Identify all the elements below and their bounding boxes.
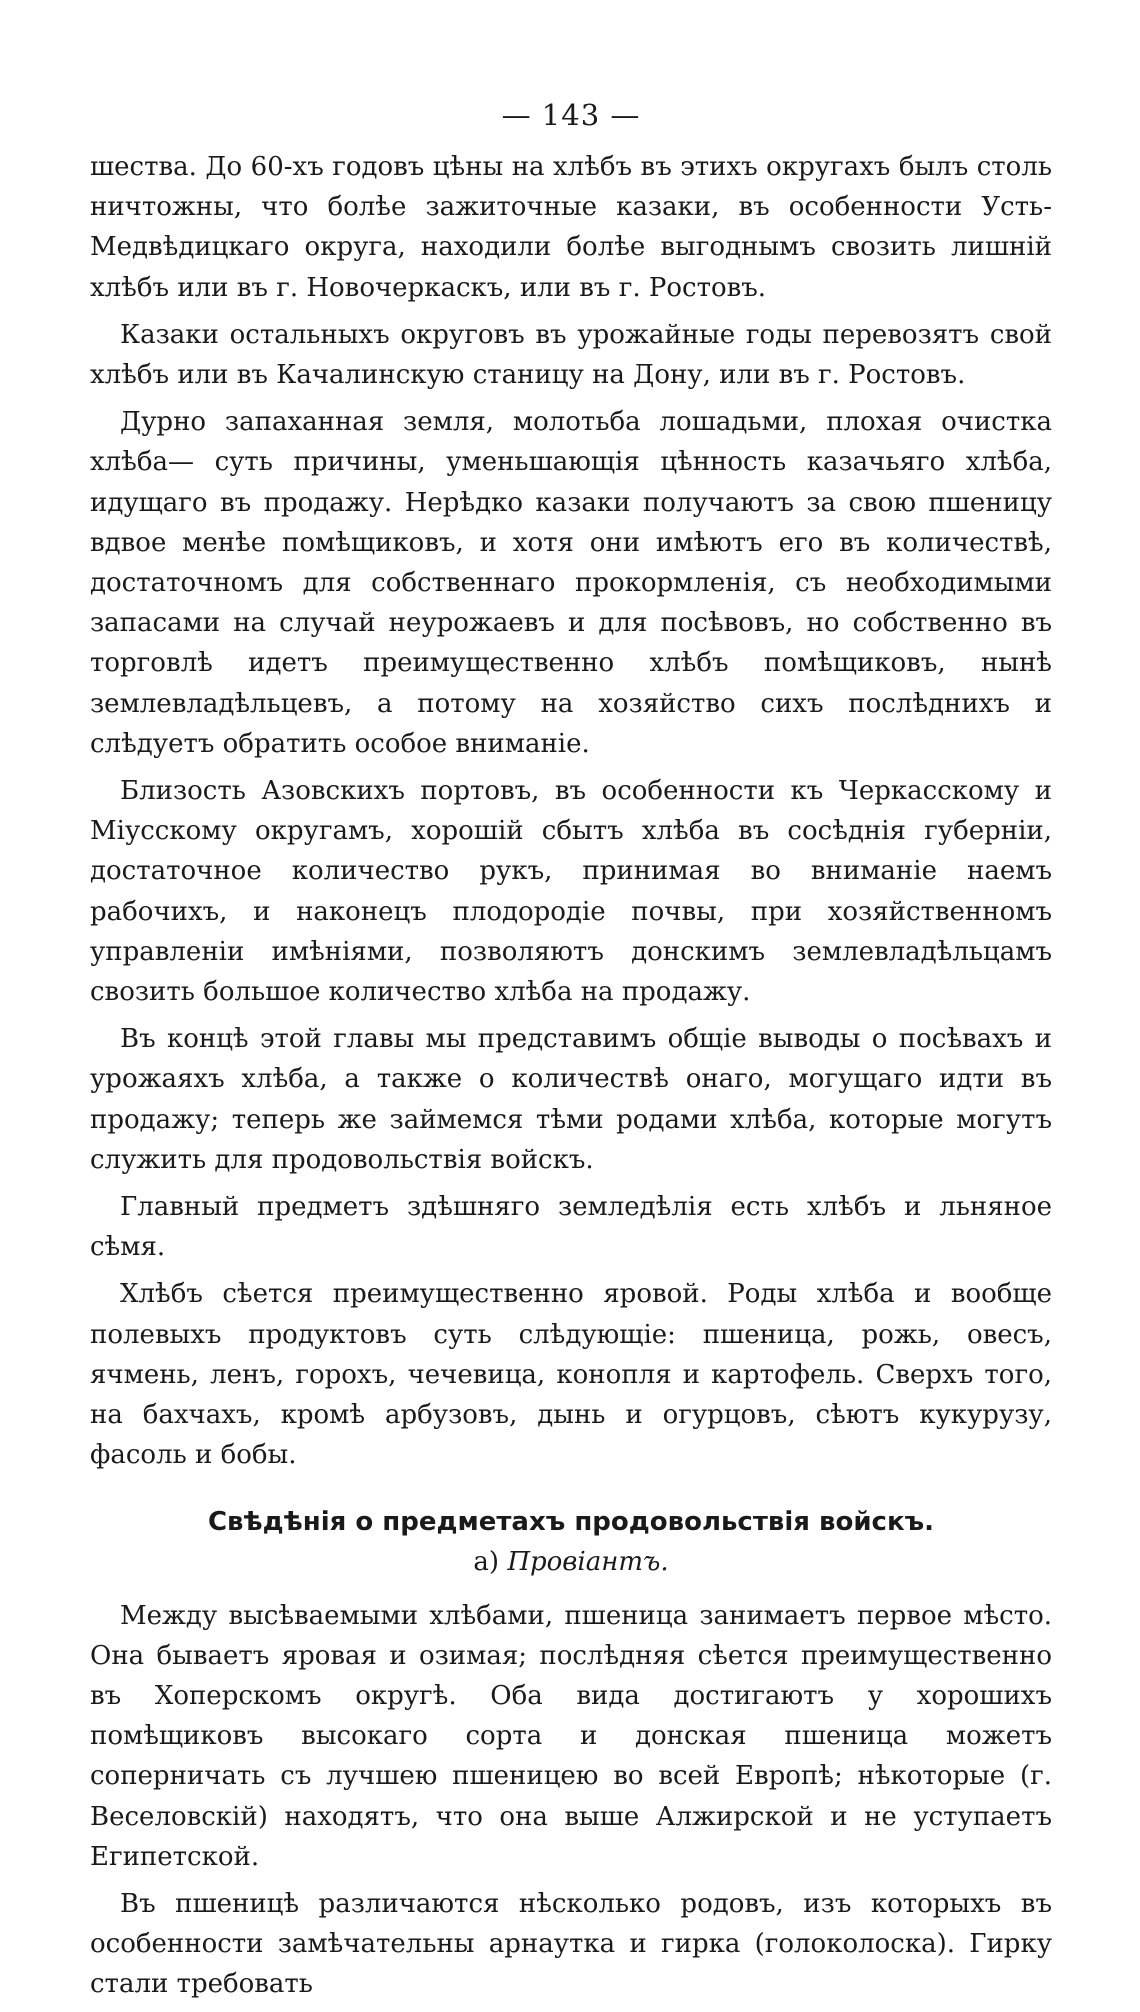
paragraph-continuation: шества. До 60-хъ годовъ цѣны на хлѣбъ въ этихъ округахъ былъ столь ничтожны, что болѣе зажиточные казаки, въ особенности Усть-Медвѣдицкаго округа, находили болѣе выгоднымъ свозить лишній хлѣбъ или въ г. Новочеркаскъ, или въ г. Ростовъ. — [90, 152, 1052, 303]
paragraph: Въ концѣ этой главы мы представимъ общіе выводы о посѣвахъ и урожаяхъ хлѣба, а также о количествѣ онаго, могущаго идти въ продажу; теперь же займемся тѣми родами хлѣба, которые могутъ служить для продовольствія войскъ. — [90, 1024, 1052, 1175]
page-number: — 143 — — [501, 98, 641, 132]
subheading-prefix: а) — [473, 1546, 500, 1577]
paragraph: Хлѣбъ сѣется преимущественно яровой. Роды хлѣба и вообще полевыхъ продуктовъ суть слѣдующіе: пшеница, рожь, овесъ, ячмень, ленъ, горохъ, чечевица, конопля и картофель. Сверхъ того, на бахчахъ, кромѣ арбузовъ, дынь и огурцовъ, сѣютъ кукурузу, фасоль и бобы. — [90, 1279, 1052, 1471]
section-heading: Свѣдѣнія о предметахъ продовольствія войскъ. — [207, 1506, 935, 1537]
paragraph: Казаки остальныхъ округовъ въ урожайные годы перевозятъ свой хлѣбъ или въ Качалинскую станицу на Дону, или въ г. Ростовъ. — [90, 319, 1052, 391]
paragraph: Между высѣваемыми хлѣбами, пшеница занимаетъ первое мѣсто. Она бываетъ яровая и озимая; послѣдняя сѣется преимущественно въ Хоперскомъ округѣ. Оба вида достигаютъ у хорошихъ помѣщиковъ высокаго сорта и донская пшеница можетъ соперничать съ лучшею пшеницею во всей Европѣ; нѣкоторые (г. Веселовскій) находятъ, что она выше Алжирской и не уступаетъ Египетской. — [90, 1600, 1052, 1872]
subheading-title: Провіантъ. — [507, 1546, 669, 1577]
paragraph: Главный предметъ здѣшняго земледѣлія есть хлѣбъ и льняное сѣмя. — [90, 1192, 1052, 1263]
paragraph: Дурно запаханная земля, молотьба лошадьми, плохая очистка хлѣба— суть причины, уменьшающія цѣнность казачьяго хлѣба, идущаго въ продажу. Нерѣдко казаки получаютъ за свою пшеницу вдвое менѣе помѣщиковъ, и хотя они имѣютъ его въ количествѣ, достаточномъ для собственнаго прокормленія, съ необходимыми запасами на случай неурожаевъ и для посѣвовъ, но собственно въ торговлѣ идетъ преимущественно хлѣбъ помѣщиковъ, нынѣ землевладѣльцевъ, а потому на хозяйство сихъ послѣднихъ и слѣдуетъ обратить особое вниманіе. — [90, 407, 1052, 759]
subheading — [90, 1542, 1052, 1582]
document-page — [90, 95, 1052, 2012]
paragraph: Близость Азовскихъ портовъ, въ особенности къ Черкасскому и Міусскому округамъ, хорошій сбытъ хлѣба въ сосѣднія губерніи, достаточное количество рукъ, принимая во вниманіе наемъ рабочихъ, и наконецъ плодородіе почвы, при хозяйственномъ управленіи имѣніями, позволяютъ донскимъ землевладѣльцамъ свозить большое количество хлѣба на продажу. — [90, 776, 1052, 1008]
paragraph: Въ пшеницѣ различаются нѣсколько родовъ, изъ которыхъ въ особенности замѣчательны арнаутка и гирка (голоколоска). Гирку стали требовать — [90, 1888, 1052, 2000]
